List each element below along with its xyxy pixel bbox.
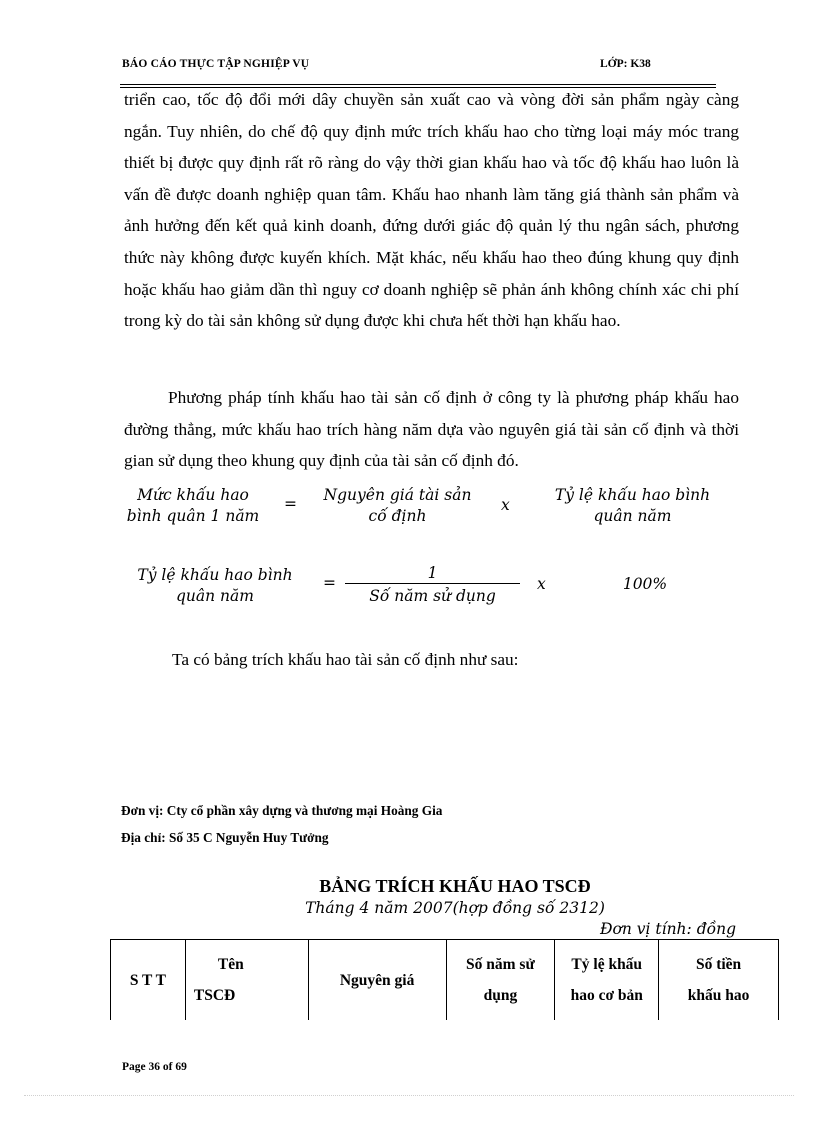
- col-so-tien-khau-hao: Số tiền khấu hao: [659, 940, 779, 1021]
- col-ty-le-khau-hao: Tỷ lệ khấu hao cơ bản: [555, 940, 659, 1021]
- formula1-term2-line1: Tỷ lệ khấu hao bình: [554, 486, 711, 504]
- paragraph-depreciation-method: Phương pháp tính khấu hao tài sản cố định ở công ty là phương pháp khấu hao đường thẳng, mức khấu hao trích hàng năm dựa vào nguyên giá tài sản cố định và thời gian sử dụng theo khung quy định của tài sản cố định đó.: [124, 388, 739, 471]
- depreciation-table: [110, 939, 779, 1020]
- formula1-lhs-line2: bình quân 1 năm: [126, 507, 260, 525]
- fraction-bar: [345, 583, 520, 584]
- formula2-equals: =: [323, 574, 336, 592]
- col-nguyen-gia: Nguyên giá: [308, 940, 446, 1021]
- page-bottom-divider: [24, 1095, 794, 1096]
- formula2-denominator: Số năm sử dụng: [369, 587, 496, 605]
- company-address: Địa chỉ: Số 35 C Nguyễn Huy Tưởng: [121, 830, 329, 845]
- page-number: Page 36 of 69: [122, 1061, 187, 1073]
- formula1-term1-line2: cố định: [368, 507, 427, 525]
- formula1-term2: [545, 485, 720, 527]
- formula2-numerator: 1: [427, 564, 438, 582]
- table-subtitle: Tháng 4 năm 2007(hợp đồng số 2312): [305, 899, 605, 917]
- formula1-lhs: [118, 485, 268, 527]
- formula1-term1-line1: Nguyên giá tài sản: [323, 486, 472, 504]
- table-title: BẢNG TRÍCH KHẤU HAO TSCĐ: [319, 876, 591, 896]
- paragraph-depreciation-policy: triển cao, tốc độ đổi mới dây chuyền sản xuất cao và vòng đời sản phẩm ngày càng ngắn. Tuy nhiên, do chế độ quy định mức trích khấu hao cho từng loại máy móc trang thiết bị được quy định rất rõ ràng do vậy thời gian khấu hao và tốc độ khấu hao luôn là vấn đề được doanh nghiệp quan tâm. Khấu hao nhanh làm tăng giá thành sản phẩm và ảnh hưởng đến kết quả kinh doanh, đứng dưới giác độ quản lý thu ngân sách, phương thức này không được kuyến khích. Mặt khác, nếu khấu hao theo đúng khung quy định hoặc khấu hao giảm dần thì nguy cơ doanh nghiệp sẽ phản ánh không chính xác chi phí trong kỳ do tài sản không sử dụng được khi chưa hết thời hạn khấu hao.: [124, 90, 739, 331]
- table-unit-label: Đơn vị tính: đồng: [600, 920, 737, 938]
- col-so-nam-su-dung: Số năm sử dụng: [446, 940, 555, 1021]
- formula2-times: x: [537, 575, 546, 593]
- formula2-lhs: [125, 565, 305, 607]
- formula1-lhs-line1: Mức khấu hao: [137, 486, 249, 504]
- formula1-times: x: [501, 496, 510, 514]
- formula1-term1: [310, 485, 485, 527]
- table-intro: Ta có bảng trích khấu hao tài sản cố định như sau:: [172, 650, 519, 669]
- formula1-term2-line2: quân năm: [593, 507, 672, 525]
- formula1-equals: =: [284, 495, 297, 513]
- formula2-lhs-line2: quân năm: [176, 587, 254, 605]
- col-stt: S T T: [111, 940, 186, 1021]
- formula2-lhs-line1: Tỷ lệ khấu hao bình: [137, 566, 293, 584]
- class-label: LỚP: K38: [600, 58, 651, 70]
- company-unit: Đơn vị: Cty cổ phần xây dựng và thương mại Hoàng Gia: [121, 803, 443, 818]
- formula2-percent: 100%: [622, 575, 668, 593]
- page-header: [122, 58, 716, 76]
- report-title: BÁO CÁO THỰC TẬP NGHIỆP VỤ: [122, 58, 310, 70]
- table-header-row: [111, 940, 779, 1021]
- col-ten-tscd: Tên TSCĐ: [185, 940, 308, 1021]
